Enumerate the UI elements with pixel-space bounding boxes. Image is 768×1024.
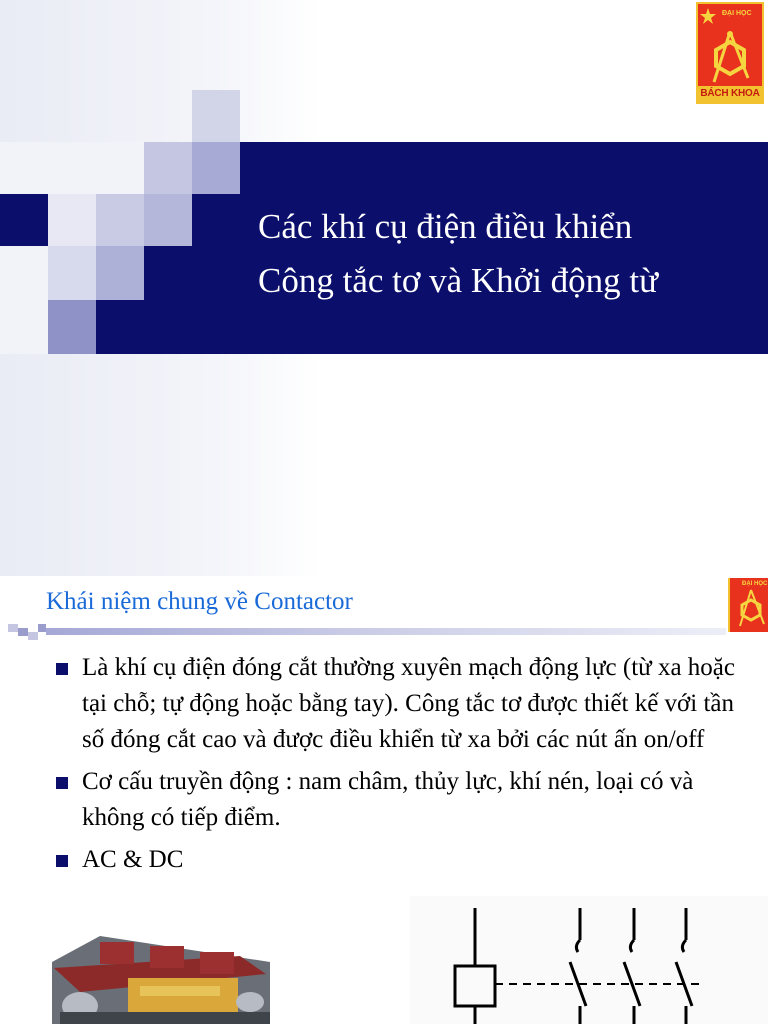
deco-square <box>192 90 240 142</box>
bullet-text: Cơ cấu truyền động : nam châm, thủy lực, khí nén, loại có và không có tiếp điểm. <box>82 768 694 831</box>
contactor-photo <box>40 922 280 1024</box>
contactor-symbol-diagram <box>410 896 768 1024</box>
slide-title <box>258 200 758 308</box>
deco-square <box>0 194 48 246</box>
deco-square <box>48 300 96 354</box>
heading-underline <box>46 628 726 635</box>
bullet-text: AC & DC <box>82 846 184 873</box>
deco-square <box>0 246 48 300</box>
deco-square <box>144 142 192 194</box>
deco-square <box>192 142 240 194</box>
deco-square <box>18 628 28 636</box>
bullet-list <box>56 650 736 884</box>
deco-square <box>0 300 48 354</box>
logo-bottom-text: BÁCH KHOA <box>698 86 762 102</box>
deco-square <box>38 624 46 632</box>
deco-square <box>144 194 192 246</box>
title-line: Công tắc tơ và Khởi động từ <box>258 261 659 300</box>
university-logo-small <box>728 578 768 632</box>
deco-square <box>48 246 96 300</box>
deco-square <box>0 142 144 194</box>
bullet-square-icon <box>56 663 68 675</box>
deco-square <box>96 194 144 246</box>
list-item <box>56 650 736 758</box>
title-line: Các khí cụ điện điều khiển <box>258 207 633 246</box>
logo-top-text: ĐẠI HỌC <box>722 10 752 17</box>
list-item <box>56 842 736 878</box>
university-logo <box>696 2 764 104</box>
compass-gear-icon <box>734 588 768 628</box>
list-item <box>56 764 736 836</box>
deco-square <box>28 632 38 640</box>
deco-square <box>96 246 144 300</box>
slide-heading: Khái niệm chung về Contactor <box>46 588 353 615</box>
bullet-square-icon <box>56 855 68 867</box>
content-slide <box>0 576 768 1024</box>
logo-text: ĐẠI HỌC <box>742 581 768 587</box>
deco-square <box>48 194 96 246</box>
bullet-text: Là khí cụ điện đóng cắt thường xuyên mạch động lực (từ xa hoặc tại chỗ; tự động hoặc bằng tay). Công tắc tơ được thiết kế với tần số đóng cắt cao và được điều khiển từ xa bởi các nút ấn on/off <box>82 654 735 753</box>
deco-square <box>8 624 18 632</box>
bullet-square-icon <box>56 777 68 789</box>
compass-gear-icon <box>704 28 756 86</box>
